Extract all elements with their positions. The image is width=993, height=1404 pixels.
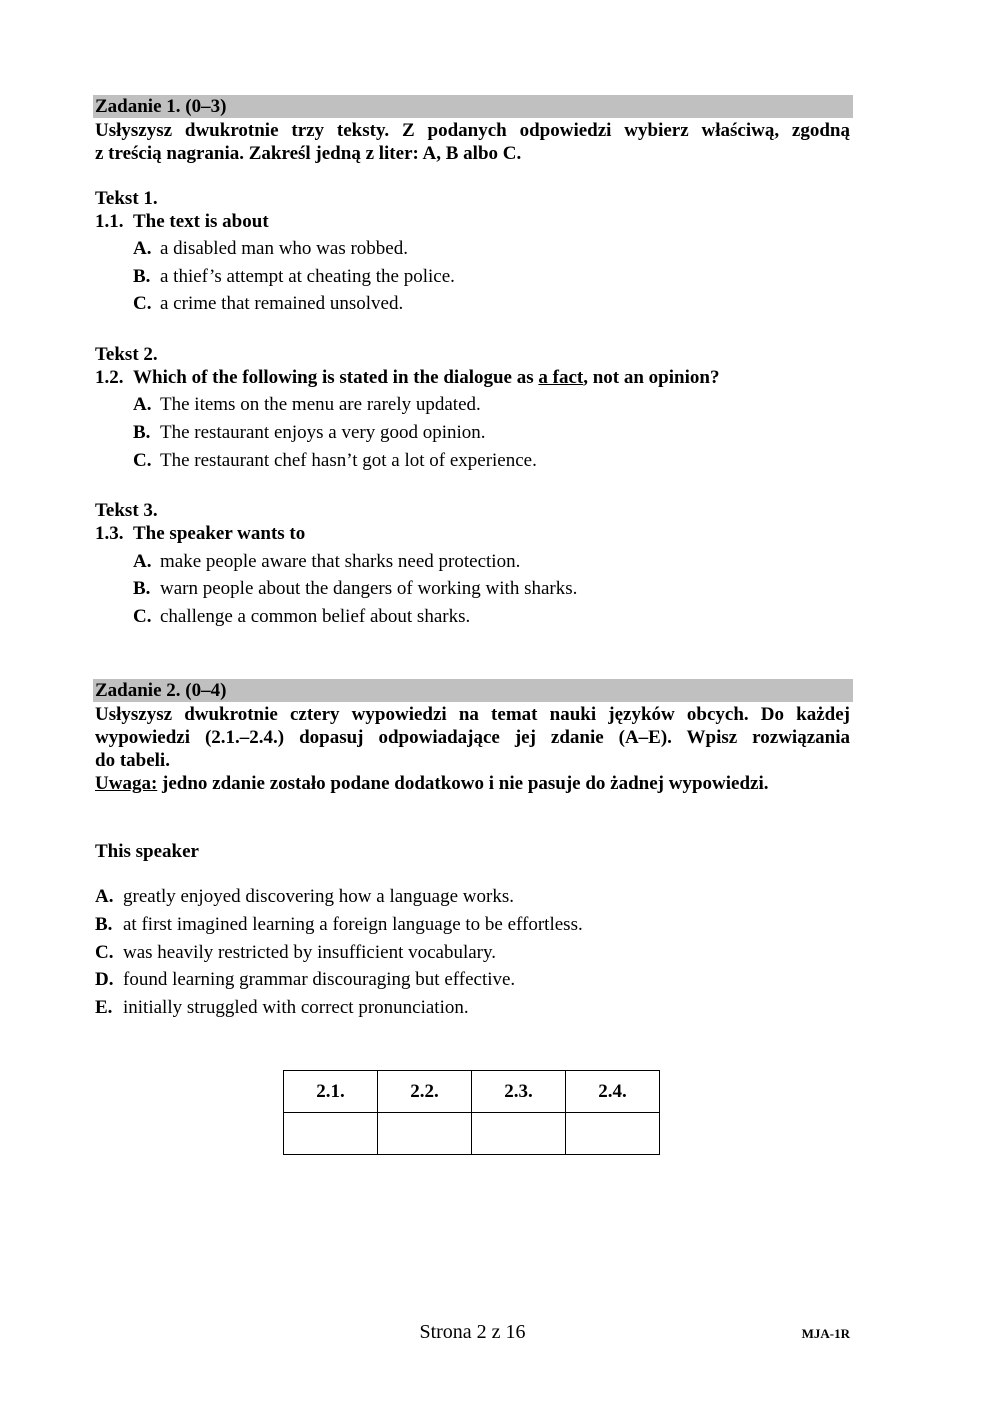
answer-table-header-row — [284, 1071, 660, 1113]
question-1-2 — [95, 366, 719, 389]
answer-header-2-1: 2.1. — [284, 1071, 378, 1113]
note-label: Uwaga: — [95, 773, 158, 794]
task1-instruction-line1: Usłyszysz dwukrotnie trzy teksty. Z podanych odpowiedzi wybierz właściwą, zgodną — [95, 120, 850, 141]
question-number: 1.1. — [95, 211, 124, 232]
question-number: 1.3. — [95, 523, 124, 544]
option-text: The restaurant chef hasn’t got a lot of experience. — [160, 450, 537, 471]
sentence-letter: B. — [95, 914, 113, 935]
option-text: The restaurant enjoys a very good opinion. — [160, 422, 486, 443]
task1-instruction — [95, 119, 850, 165]
task2-instruction-line2: wypowiedzi (2.1.–2.4.) dopasuj odpowiadające jej zdanie (A–E). Wpisz rozwiązania — [95, 727, 850, 748]
option-1-1-c[interactable] — [133, 292, 403, 315]
sentence-c — [95, 941, 496, 964]
sentence-letter: E. — [95, 997, 113, 1018]
option-1-3-c[interactable] — [133, 605, 470, 628]
text1-label: Tekst 1. — [95, 188, 158, 209]
sentence-letter: A. — [95, 886, 114, 907]
option-text: a disabled man who was robbed. — [160, 238, 408, 259]
sentence-text: was heavily restricted by insufficient vocabulary. — [123, 942, 497, 963]
option-letter: C. — [133, 293, 152, 314]
option-text: warn people about the dangers of working with sharks. — [160, 578, 578, 599]
sentence-d — [95, 968, 515, 991]
task2-lead: This speaker — [95, 841, 199, 862]
sentence-e — [95, 996, 469, 1019]
answer-table — [283, 1070, 660, 1155]
sentence-b — [95, 913, 583, 936]
answer-header-2-3: 2.3. — [472, 1071, 566, 1113]
page-number: Strona 2 z 16 — [419, 1321, 526, 1343]
question-text: The speaker wants to — [133, 523, 306, 544]
sentence-letter: D. — [95, 969, 114, 990]
question-text: The text is about — [133, 211, 269, 232]
option-text: make people aware that sharks need protection. — [160, 551, 521, 572]
option-letter: B. — [133, 422, 151, 443]
option-letter: B. — [133, 578, 151, 599]
task2-note — [95, 772, 850, 795]
option-letter: A. — [133, 394, 152, 415]
option-1-1-a[interactable] — [133, 237, 408, 260]
option-text: a thief’s attempt at cheating the police. — [160, 266, 455, 287]
option-text: The items on the menu are rarely updated. — [160, 394, 481, 415]
text3-label: Tekst 3. — [95, 500, 158, 521]
answer-table-input-row — [284, 1113, 660, 1155]
answer-cell-2-4[interactable] — [566, 1113, 660, 1155]
task1-instruction-line2: z treścią nagrania. Zakreśl jedną z liter: A, B albo C. — [95, 143, 522, 164]
answer-header-2-2: 2.2. — [378, 1071, 472, 1113]
question-text-underlined: a fact — [538, 367, 584, 388]
task2-instruction-line3: do tabeli. — [95, 750, 170, 771]
option-1-1-b[interactable] — [133, 265, 455, 288]
text2-label: Tekst 2. — [95, 344, 158, 365]
option-1-2-a[interactable] — [133, 393, 481, 416]
question-text-after: , not an opinion? — [583, 367, 720, 388]
option-1-2-b[interactable] — [133, 421, 486, 444]
sentence-text: at first imagined learning a foreign language to be effortless. — [123, 914, 583, 935]
option-text: challenge a common belief about sharks. — [160, 606, 471, 627]
answer-cell-2-3[interactable] — [472, 1113, 566, 1155]
answer-cell-2-1[interactable] — [284, 1113, 378, 1155]
question-number: 1.2. — [95, 367, 124, 388]
question-1-1 — [95, 210, 269, 233]
question-text-before: Which of the following is stated in the dialogue as — [133, 367, 539, 388]
exam-code: MJA-1R — [801, 1326, 850, 1341]
sentence-letter: C. — [95, 942, 114, 963]
option-text: a crime that remained unsolved. — [160, 293, 404, 314]
sentence-text: initially struggled with correct pronunciation. — [123, 997, 469, 1018]
answer-header-2-4: 2.4. — [566, 1071, 660, 1113]
sentence-a — [95, 885, 514, 908]
sentence-text: found learning grammar discouraging but effective. — [123, 969, 516, 990]
option-1-2-c[interactable] — [133, 449, 537, 472]
question-1-3 — [95, 522, 305, 545]
note-text: jedno zdanie zostało podane dodatkowo i nie pasuje do żadnej wypowiedzi. — [157, 773, 769, 794]
task1-header: Zadanie 1. (0–3) — [93, 95, 853, 118]
sentence-text: greatly enjoyed discovering how a language works. — [123, 886, 514, 907]
option-letter: A. — [133, 238, 152, 259]
option-1-3-a[interactable] — [133, 550, 520, 573]
task2-instruction-line1: Usłyszysz dwukrotnie cztery wypowiedzi na temat nauki języków obcych. Do każdej — [95, 704, 850, 725]
option-letter: B. — [133, 266, 151, 287]
task2-header: Zadanie 2. (0–4) — [93, 679, 853, 702]
option-1-3-b[interactable] — [133, 577, 577, 600]
option-letter: A. — [133, 551, 152, 572]
option-letter: C. — [133, 450, 152, 471]
answer-cell-2-2[interactable] — [378, 1113, 472, 1155]
task2-instruction — [95, 703, 850, 795]
option-letter: C. — [133, 606, 152, 627]
